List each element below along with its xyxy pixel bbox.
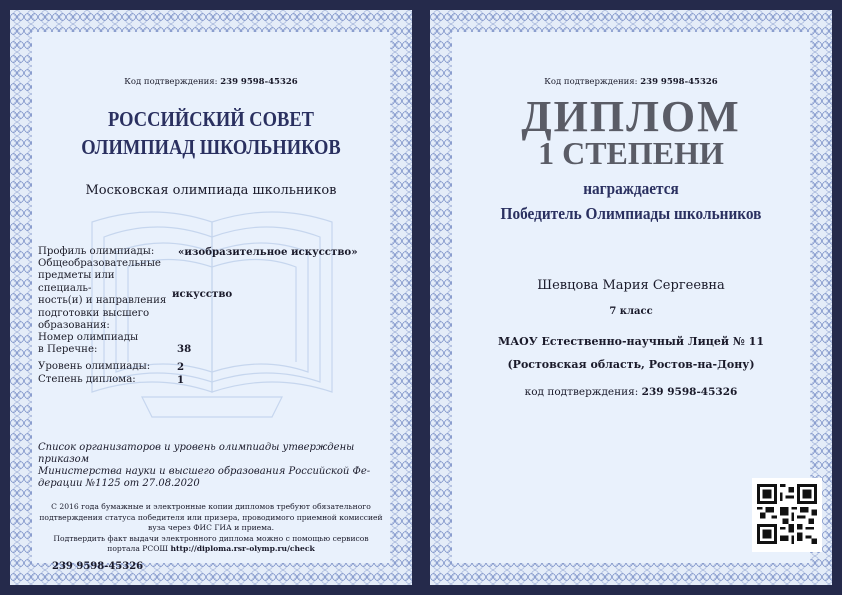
code-label-lower: код подтверждения: <box>524 386 639 398</box>
portal-label: портала РСОШ <box>107 544 169 553</box>
subjects-value: искусство <box>172 288 233 300</box>
portal-url-link[interactable]: http://diploma.rsr-olymp.ru/check <box>170 544 315 553</box>
subjects-label-line: подготовки высшего <box>38 307 150 319</box>
council-title-line1: РОССИЙСКИЙ СОВЕТ <box>107 107 315 131</box>
degree-value: 1 <box>177 374 185 386</box>
paper-area <box>32 32 390 572</box>
order-text-line: Министерства науки и высшего образования Российской Фе- <box>38 466 371 477</box>
order-text-line: Список организаторов и уровень олимпиады утверждены <box>38 442 355 453</box>
grade: 7 класс <box>609 306 653 317</box>
level-label: Уровень олимпиады: <box>38 361 151 372</box>
olympiad-name: Московская олимпиада школьников <box>85 183 337 198</box>
code-value: 239 9598-45326 <box>220 77 298 87</box>
school-region: (Ростовская область, Ростов-на-Дону) <box>507 358 755 371</box>
notice-line: вуза через ФИС ГИА и приема. <box>147 523 275 532</box>
council-title-line2: ОЛИМПИАД ШКОЛЬНИКОВ <box>81 135 341 159</box>
notice-text <box>32 502 390 555</box>
degree-label: Степень диплома: <box>38 374 136 385</box>
notice-line: С 2016 года бумажные и электронные копии дипломов требуют обязательного <box>51 502 371 511</box>
qr-code-icon <box>752 478 822 552</box>
code-label: Код подтверждения: <box>124 77 218 87</box>
profile-label: Профиль олимпиады: <box>38 246 155 257</box>
subjects-label-line: предметы или специаль- <box>38 270 115 294</box>
order-text <box>38 442 378 490</box>
number-label-line: в Перечне: <box>38 344 98 356</box>
diploma-degree <box>452 136 810 170</box>
number-value: 38 <box>177 343 192 355</box>
order-text-line: дерации №1125 от 27.08.2020 <box>38 478 200 489</box>
code-value: 239 9598-45326 <box>640 77 718 87</box>
diploma-front-page <box>430 10 832 585</box>
degree-word: СТЕПЕНИ <box>562 135 724 171</box>
paper-area <box>452 32 810 563</box>
subjects-label-line: Общеобразовательные <box>38 258 161 269</box>
subjects-label-line: образования: <box>38 320 110 332</box>
notice-line: подтверждения статуса победителя или призера, проводимого приемной комиссией <box>39 512 383 522</box>
level-value: 2 <box>177 361 185 373</box>
council-title <box>53 105 368 161</box>
awarded-label: награждается <box>583 179 679 198</box>
subjects-label <box>38 258 170 332</box>
school-name: МАОУ Естественно-научный Лицей № 11 <box>498 335 764 348</box>
diploma-back-page <box>10 10 412 585</box>
portal-line: Подтвердить факт выдачи электронного диплома можно с помощью сервисов <box>53 533 369 543</box>
code-label: Код подтверждения: <box>544 77 638 87</box>
degree-number: 1 <box>538 135 555 171</box>
verification-code-line <box>32 77 390 87</box>
verification-code-line <box>452 77 810 87</box>
bottom-code: 239 9598-45326 <box>52 561 144 572</box>
code-value-lower: 239 9598-45326 <box>641 386 738 398</box>
number-label-line: Номер олимпиады <box>38 332 139 343</box>
portal-line <box>32 544 390 555</box>
subjects-label-line: ность(и) и направления <box>38 295 167 307</box>
number-label <box>38 332 138 357</box>
diploma-title: ДИПЛОМ <box>521 92 741 141</box>
recipient-name: Шевцова Мария Сергеевна <box>537 278 725 293</box>
verification-code-lower <box>452 386 810 398</box>
winner-title: Победитель Олимпиады школьников <box>500 204 762 223</box>
order-text-line: приказом <box>38 454 89 465</box>
profile-value: «изобразительное искусство» <box>178 246 358 258</box>
